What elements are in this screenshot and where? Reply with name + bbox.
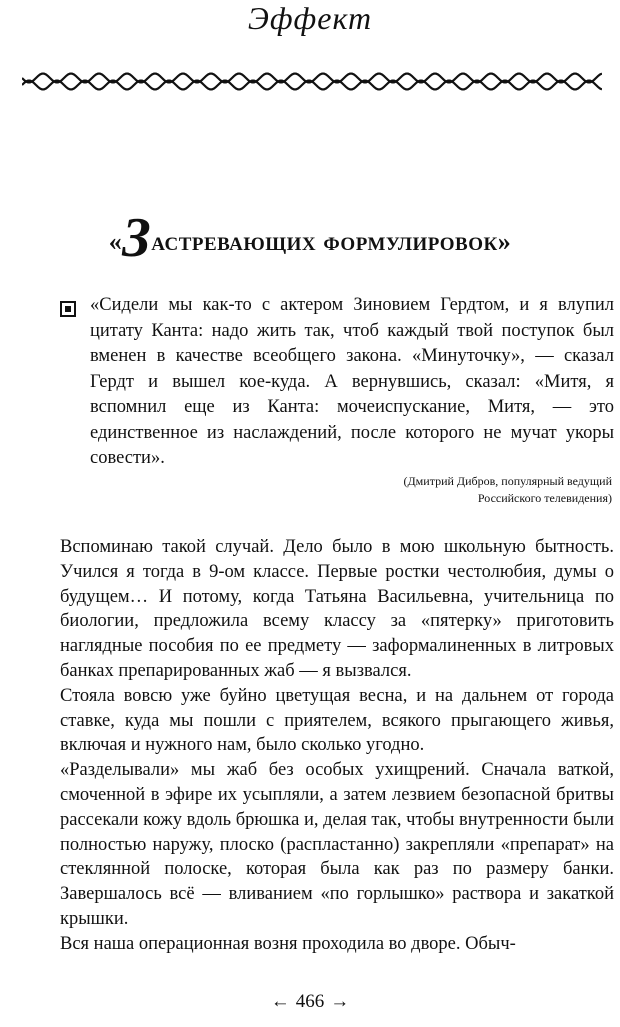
body-text — [60, 535, 614, 957]
chapter-title-text: астревающих формулировок — [151, 226, 498, 256]
chapter-title-close-quote: » — [497, 227, 512, 256]
wave-divider-ornament — [22, 70, 602, 94]
attribution-line-2: Российского телевидения) — [477, 491, 612, 505]
chapter-title-open-quote: « — [108, 227, 123, 256]
page-number — [0, 990, 620, 1014]
paragraph: «Разделывали» мы жаб без особых ухищрений. Сначала ваткой, смоченной в эфире их усыпляли, а затем лезвием безопасной бритвы рассекали кожу вдоль брюшка и, делая так, чтобы внутренности были полностью наружу, плоско (распластанно) закрепляли «препарат» на стеклянной полоске, которая была как раз по размеру банки. Завершалось всё — вливанием «по горлышко» раствора и закаткой крышки. — [60, 760, 614, 929]
chapter-title — [0, 207, 620, 269]
epigraph-square-icon — [60, 301, 76, 317]
chapter-title-dropcap: З — [122, 207, 152, 269]
epigraph-attribution — [312, 473, 612, 507]
paragraph: Стояла вовсю уже буйно цветущая весна, и на дальнем от города ставке, куда мы пошли с приятелем, всякого прыгающего живья, включая и нужного нам, было сколько угодно. — [60, 685, 614, 756]
epigraph-text: «Сидели мы как-то с актером Зиновием Гердтом, и я влупил цитату Канта: надо жить так, чтоб каждый твой поступок был вменен в качестве всеобщего закона. «Минуточку», — сказал Гердт и вышел кое-куда. А вернувшись, сказал: «Митя, я вспомнил еще из Канта: мочеиспускание, Митя, — это единственное из наслаждений, после которого не мучат укоры совести». — [90, 295, 614, 468]
page-number-value: 466 — [295, 991, 325, 1012]
attribution-line-1: (Дмитрий Дибров, популярный ведущий — [403, 474, 612, 488]
running-title: Эффект — [247, 0, 373, 36]
paragraph: Вся наша операционная возня проходила во дворе. Обыч- — [60, 933, 516, 954]
epigraph — [90, 293, 614, 472]
paragraph: Вспоминаю такой случай. Дело было в мою школьную бытность. Учился я тогда в 9-ом классе. Первые ростки честолюбия, думы о будущем… И потому, когда Татьяна Васильевна, учительница по биологии, предложила всему классу за «пятерку» приготовить наглядные пособия по ее предмету — заформалиненных в литровых банках препарированных жаб — я вызвался. — [60, 537, 614, 681]
right-arrow-icon: → — [330, 991, 350, 1012]
left-arrow-icon: ← — [270, 991, 290, 1012]
